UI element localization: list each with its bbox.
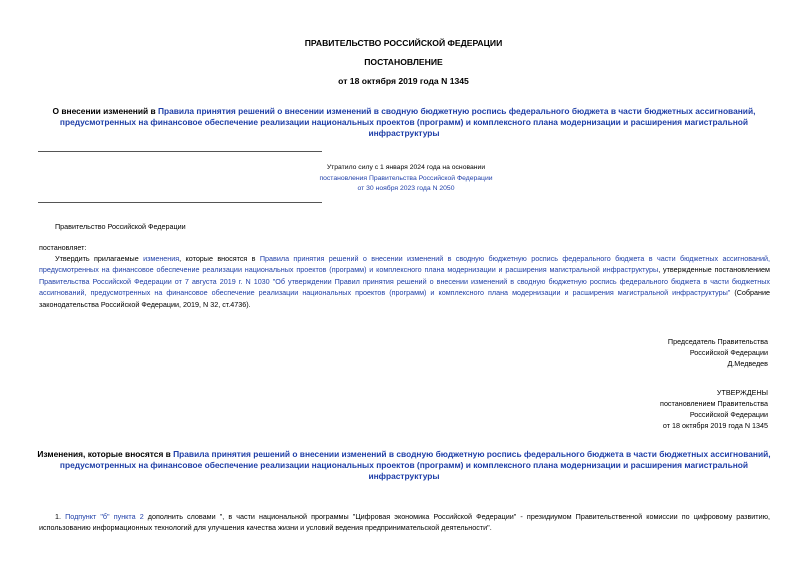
changes-title [34,449,774,482]
approval-line-4: от 18 октября 2019 года N 1345 [662,421,768,430]
p1-text-a: Утвердить прилагаемые [55,254,144,263]
doc-date-heading: от 18 октября 2019 года N 1345 [338,76,469,86]
changes-title-prefix: Изменения, которые вносятся в [37,449,174,459]
signature-name: Д.Медведев [727,359,768,368]
status-note-text: Утратило силу с 1 января 2024 года на основании [326,164,486,171]
subparagraph-link[interactable]: Подпункт "б" пункта 2 [65,512,144,521]
p1-text-b: , которые вносятся в [179,254,260,263]
divider-top [38,151,322,152]
signature-block [668,336,768,369]
p1-text-c: , утвержденные постановлением [658,265,770,275]
rules-link-body[interactable]: Правила принятия решений о внесении изменений в сводную бюджетную роспись федерального бюджета в части бюджетных ассигнований, предусмотренных на финансовое обеспечение реализации национальных проектов (программ) и комплексного плана модернизации и расширения магистральной инфраструктуры [39,254,770,275]
changes-link[interactable]: изменения [143,254,180,263]
repeal-decree-date-link[interactable]: от 30 ноября 2023 года N 2050 [357,185,455,193]
approval-line-3: Российской Федерации [689,410,768,419]
government-heading: ПРАВИТЕЛЬСТВО РОССИЙСКОЙ ФЕДЕРАЦИИ [304,38,503,48]
signature-org: Российской Федерации [689,348,768,357]
doc-type-heading: ПОСТАНОВЛЕНИЕ [364,57,443,67]
status-note [286,163,526,195]
decree-1030-link[interactable]: Правительства Российской Федерации от 7 августа 2019 г. N 1030 "Об утверждении Правил принятия решений о внесении изменений в сводную бюджетную роспись федерального бюджета в части бюджетных ассигнований, предусмотренных на финансовое обеспечение реализации национальных проектов (программ) и комплексного плана модернизации и расширения магистральной инфраструктуры" [39,276,770,298]
approval-heading: УТВЕРЖДЕНЫ [716,388,768,397]
actor-text: Правительство Российской Федерации [55,222,186,231]
approval-line-2: постановлением Правительства [660,399,768,408]
decrees-text: постановляет: [39,243,87,252]
document-title [34,106,774,139]
document-title-prefix: О внесении изменений в [52,106,158,116]
rules-link[interactable]: Правила принятия решений о внесении изменений в сводную бюджетную роспись федерального бюджета в части бюджетных ассигнований, предусмотренных на финансовое обеспечение реализации национальных проектов (программ) и комплексного плана модернизации и расширения магистральной инфраструктуры [59,106,756,138]
divider-bottom [38,202,322,203]
repeal-decree-link[interactable]: постановления Правительства Российской Федерации [319,174,493,182]
approval-block [660,387,768,431]
changes-rules-link[interactable]: Правила принятия решений о внесении изменений в сводную бюджетную роспись федерального бюджета в части бюджетных ассигнований, предусмотренных на финансовое обеспечение реализации национальных проектов (программ) и комплексного плана модернизации и расширения магистральной инфраструктуры [59,449,771,481]
item-1-text: дополнить словами ", в части национальной программы "Цифровая экономика Российской Федерации" - президиумом Правительственной комиссии по цифровому развитию, использованию информационных технологий для улучшения качества жизни и условий ведения предпринимательской деятельности". [39,512,770,533]
item-1-number: 1. [55,512,66,521]
item-1-paragraph [39,511,770,534]
main-paragraph [39,253,770,310]
p1-text-d: (Собрание законодательства Российской Федерации, 2019, N 32, ст.4736). [39,288,771,309]
signature-position: Председатель Правительства [667,337,768,346]
